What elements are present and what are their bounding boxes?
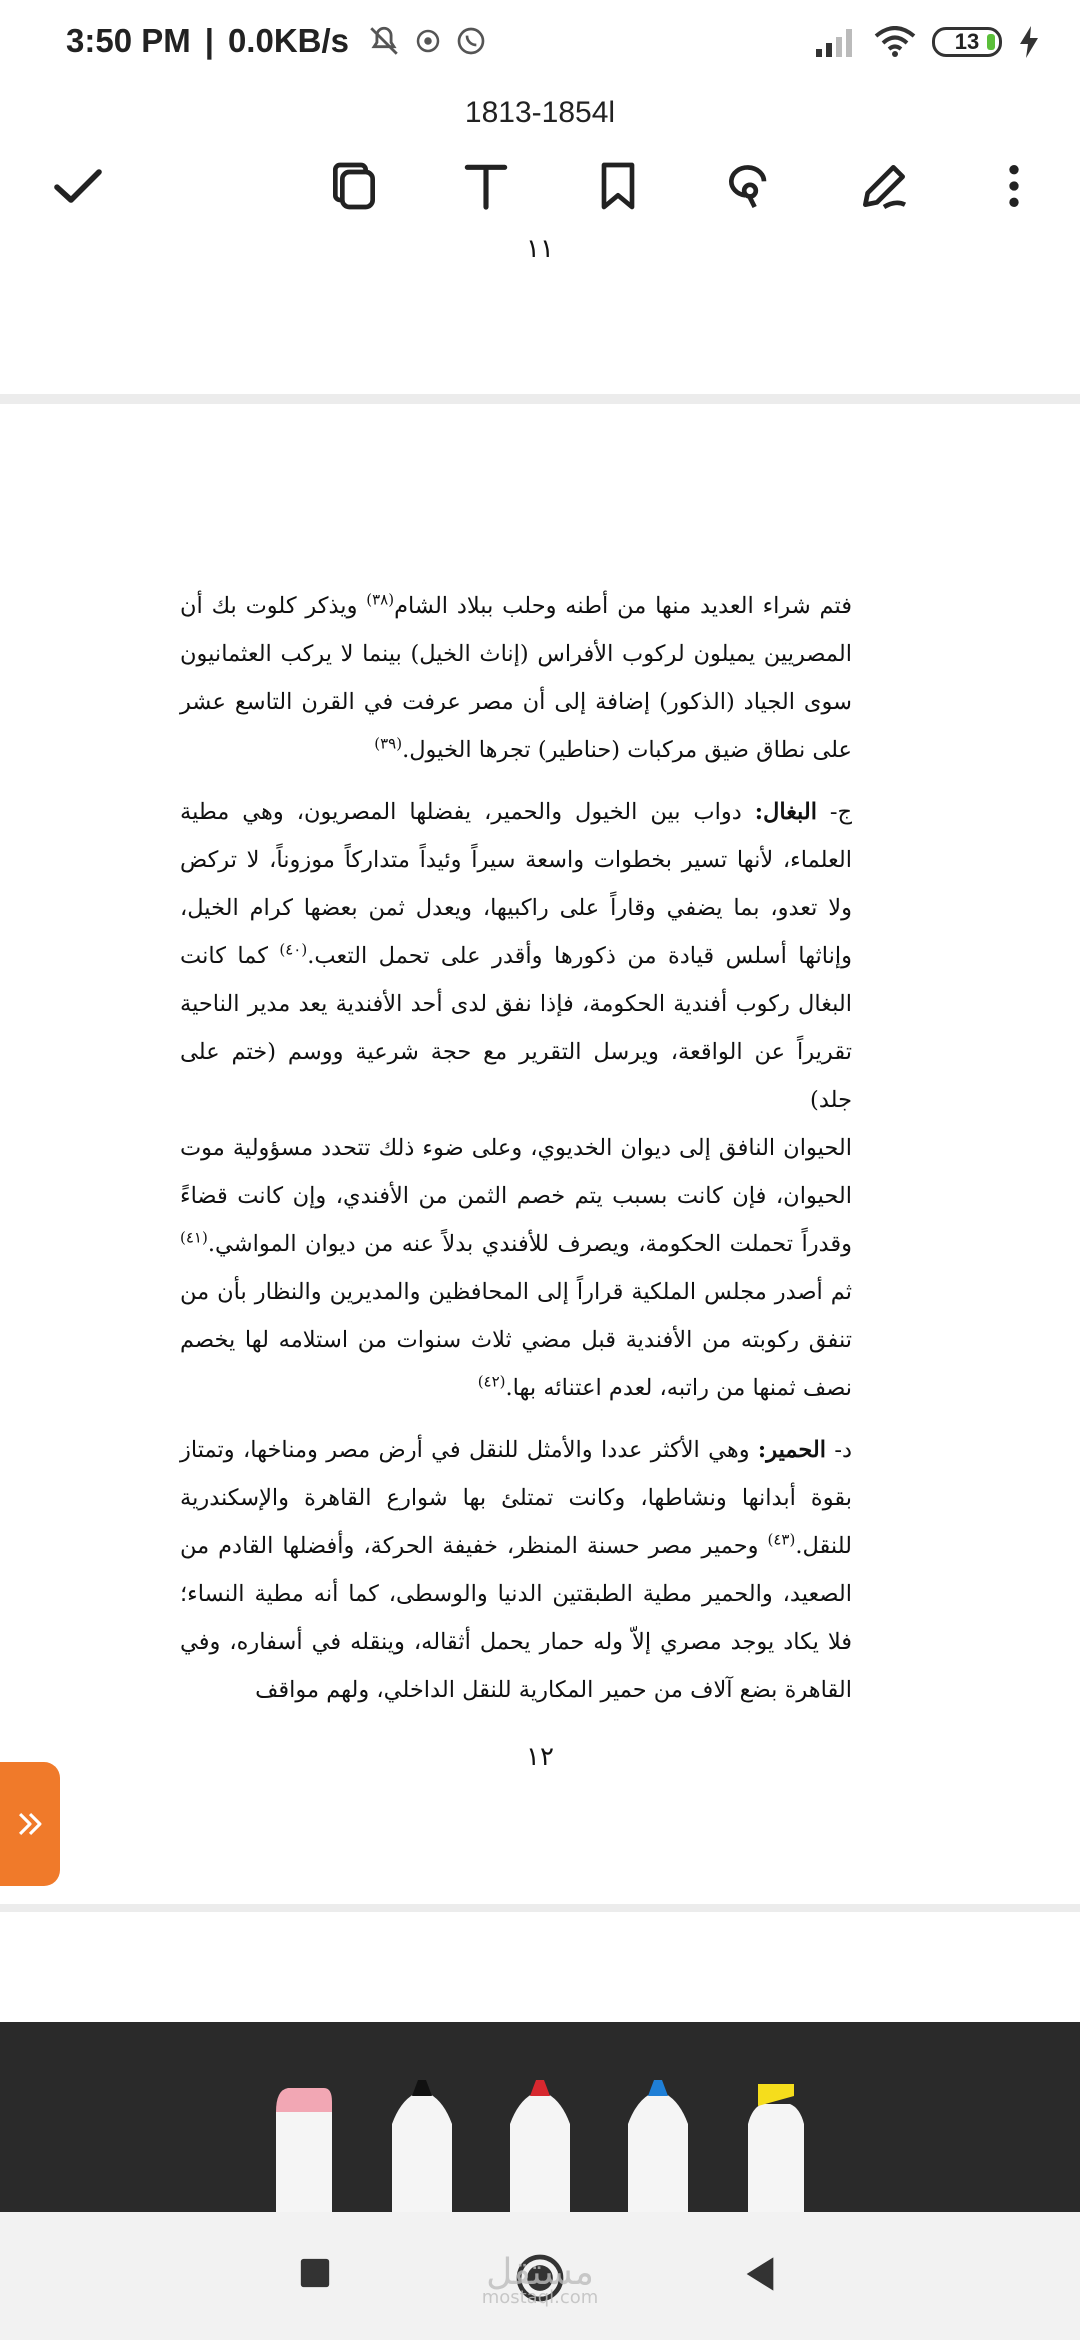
- line-text: بقوة أبدانها ونشاطها، وكانت تمتلئ بها شوارع القاهرة والإسكندرية: [180, 1485, 852, 1511]
- line-text: نصف ثمنها من راتبه، لعدم اعتنائه بها.: [505, 1375, 852, 1401]
- page-next: [0, 1912, 1080, 2022]
- check-icon: [50, 158, 106, 214]
- text-line: [180, 1364, 852, 1412]
- section-heading: البغال:: [754, 799, 817, 825]
- list-marker: ج-: [816, 799, 853, 825]
- section-heading: الحمير:: [757, 1437, 827, 1463]
- text-line: [180, 1522, 852, 1570]
- page-text[interactable]: [180, 582, 852, 1714]
- paragraph: [180, 788, 892, 1412]
- text-tool-button[interactable]: [448, 148, 524, 224]
- text-line: [180, 1124, 852, 1172]
- status-right: [814, 26, 1040, 58]
- line-text: وقدراً تحملت الحكومة، ويصرف للأفندي بدلاً عنه من ديوان المواشي.: [207, 1231, 852, 1257]
- text-line: [180, 1316, 852, 1364]
- status-time: 3:50 PM: [66, 22, 191, 59]
- line-text: للنقل.: [795, 1533, 852, 1559]
- recents-button[interactable]: [298, 2256, 332, 2290]
- watermark-arabic: مستقل: [486, 2252, 594, 2293]
- wifi-icon: [874, 26, 916, 58]
- text-line: [180, 884, 852, 932]
- footnote-reference[interactable]: (٤٢): [477, 1372, 506, 1391]
- highlighter-tool[interactable]: [744, 2072, 808, 2212]
- line-text: ويذكر كلوت بك أن: [180, 593, 367, 619]
- text-line: [180, 1618, 852, 1666]
- copy-button[interactable]: [316, 148, 392, 224]
- line-text: البغال ركوب أفندية الحكومة، فإذا نفق لدى أحد الأفندية يعد مدير الناحية: [180, 991, 852, 1017]
- status-separator: |: [204, 22, 214, 59]
- black-marker-tool[interactable]: [390, 2072, 454, 2212]
- location-icon: [413, 26, 443, 56]
- document-title: 1813-1854l: [0, 88, 1080, 138]
- line-text: القاهرة بضع آلاف من حمير المكارية للنقل الداخلي، ولهم مواقف: [255, 1677, 852, 1703]
- text-line: [180, 1426, 852, 1474]
- text-icon: [458, 158, 514, 214]
- eraser-tool[interactable]: [272, 2072, 336, 2212]
- more-vert-icon: [986, 158, 1042, 214]
- line-text: المصريين يميلون لركوب الأفراس (إناث الخيل) بينما لا يركب العثمانيون: [180, 641, 852, 667]
- watermark-latin: mostaql.com: [481, 2287, 599, 2308]
- line-text: على نطاق ضيق مركبات (حناطير) تجرها الخيول.: [402, 737, 852, 763]
- text-line: [180, 1666, 852, 1714]
- line-text: الصعيد، والحمير مطية الطبقتين الدنيا والوسطى، كما أنه مطية النساء؛: [180, 1581, 852, 1607]
- text-line: [180, 1570, 852, 1618]
- page-previous: [0, 234, 1080, 394]
- line-text: وإناثها أسلس قيادة من ذكورها وأقدر على تحمل التعب.: [307, 943, 852, 969]
- text-line: [180, 1028, 852, 1124]
- lasso-icon: [722, 158, 778, 214]
- more-options-button[interactable]: [976, 148, 1052, 224]
- footnote-reference[interactable]: (٤٣): [767, 1530, 796, 1549]
- text-line: [180, 1474, 852, 1522]
- status-left: [66, 22, 487, 60]
- text-line: [180, 836, 852, 884]
- line-text: الحيوان، فإن كانت بسبب يتم خصم الثمن من الأفندي، وإن كانت قضاءً: [180, 1183, 852, 1209]
- text-line: [180, 1220, 852, 1268]
- text-line: [180, 932, 852, 980]
- page-number-bottom: ١٢: [526, 1742, 554, 1772]
- text-line: [180, 678, 852, 726]
- paragraph: [180, 582, 852, 774]
- text-line: [180, 582, 852, 630]
- footnote-reference[interactable]: (٤٠): [279, 940, 308, 959]
- charging-icon: [1018, 26, 1040, 58]
- watermark-logo: [470, 2252, 610, 2308]
- line-text: العلماء، لأنها تسير بخطوات واسعة سيراً وئيداً متداركاً موزوناً، لا تركض: [180, 847, 853, 873]
- pen-icon: [856, 158, 912, 214]
- double-chevron-right-icon: [13, 1807, 47, 1841]
- battery-indicator: [932, 27, 1002, 57]
- back-button[interactable]: [740, 2254, 780, 2294]
- line-text: تقريراً عن الواقعة، ويرسل التقرير مع حجة شرعية ووسم (ختم على جلد): [180, 1039, 852, 1113]
- footnote-reference[interactable]: (٣٩): [374, 734, 403, 753]
- text-line: [180, 1268, 852, 1316]
- footnote-reference[interactable]: (٣٨): [366, 590, 395, 609]
- signal-icon: [814, 27, 858, 57]
- battery-fill: [987, 34, 995, 50]
- line-text: ولا تعدو، بما يضفي وقاراً على راكبيها، ويعدل ثمن بعضها كرام الخيل،: [180, 895, 852, 921]
- pen-button[interactable]: [846, 148, 922, 224]
- line-text: فتم شراء العديد منها من أطنه وحلب ببلاد الشام: [394, 593, 853, 619]
- status-speed: 0.0KB/s: [227, 22, 350, 59]
- editor-toolbar: [0, 138, 1080, 235]
- list-marker: د-: [826, 1437, 852, 1463]
- bookmark-button[interactable]: [580, 148, 656, 224]
- line-text: دواب بين الخيول والحمير، يفضلها المصريون، وهي مطية: [180, 799, 755, 825]
- done-button[interactable]: [40, 148, 116, 224]
- text-line: [180, 788, 852, 836]
- footnote-reference[interactable]: (٤١): [180, 1228, 208, 1247]
- line-text: وحمير مصر حسنة المنظر، خفيفة الحركة، وأفضلها القادم من: [180, 1533, 768, 1559]
- pen-tray: [0, 2022, 1080, 2212]
- line-text: تنفق ركوبته من الأفندية قبل مضي ثلاث سنوات من استلامه لها يخصم: [180, 1327, 852, 1353]
- text-line: [180, 1172, 852, 1220]
- line-text: وهي الأكثر عددا والأمثل للنقل في أرض مصر ومناخها، وتمتاز: [180, 1437, 758, 1463]
- blue-marker-tool[interactable]: [626, 2072, 690, 2212]
- whatsapp-icon: [455, 25, 487, 57]
- text-line: [180, 980, 852, 1028]
- line-text: ثم أصدر مجلس الملكية قراراً إلى المحافظين والمديرين والنظار بأن من: [180, 1279, 852, 1305]
- mute-icon: [367, 24, 401, 58]
- side-panel-toggle[interactable]: [0, 1762, 60, 1886]
- paragraph: [180, 1426, 892, 1714]
- line-text: كما كانت: [180, 943, 280, 969]
- line-text: فلا يكاد يوجد مصري إلاّ وله حمار يحمل أثقاله، وينقله في أسفاره، وفي: [180, 1629, 852, 1655]
- line-text: الحيوان النافق إلى ديوان الخديوي، وعلى ضوء ذلك تتحدد مسؤولية موت: [180, 1135, 852, 1161]
- battery-level: 13: [954, 29, 980, 54]
- copy-icon: [326, 158, 382, 214]
- page-current: [0, 404, 1080, 1904]
- bookmark-icon: [590, 158, 646, 214]
- line-text: سوى الجياد (الذكور) إضافة إلى أن مصر عرفت في القرن التاسع عشر: [180, 689, 852, 715]
- red-marker-tool[interactable]: [508, 2072, 572, 2212]
- text-line: [180, 630, 852, 678]
- status-bar: [0, 0, 1080, 100]
- text-line: [180, 726, 852, 774]
- lasso-button[interactable]: [712, 148, 788, 224]
- page-number-top: ١١: [526, 234, 554, 264]
